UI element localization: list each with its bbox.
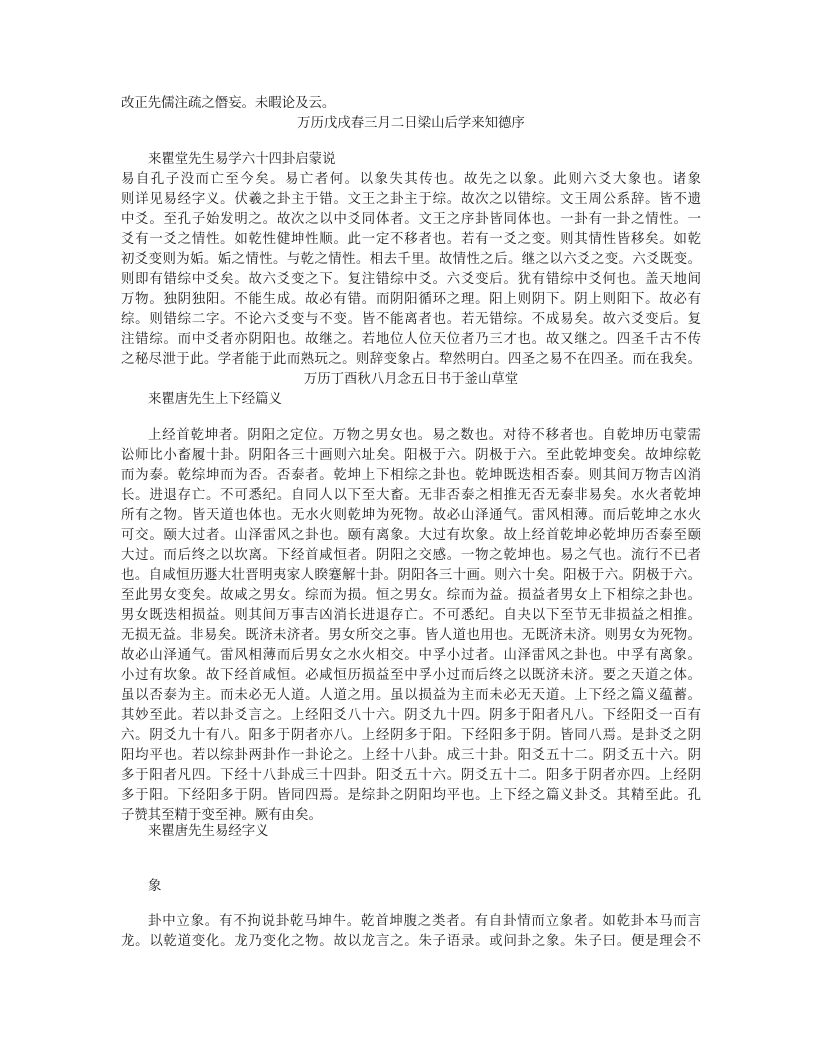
paragraph-line: 注错综。而中爻者亦阴阳也。故继之。若地位人位天位者乃三才也。故又继之。四圣千古不传 [121,332,701,347]
paragraph-line: 也。自咸恒历遯大壮晋明夷家人睽蹇解十卦。阴阳各三十画。则六十矣。阳极于六。阴极于六。 [121,568,701,583]
preface-signature: 万历戊戌春三月二日梁山后学来知德序 [297,116,525,131]
section-title: 来瞿唐先生易经字义 [148,824,269,839]
paragraph-line: 其妙至此。若以卦爻言之。上经阳爻八十六。阴爻九十四。阴多于阳者凡八。下经阳爻一百有 [121,708,701,723]
paragraph-line: 多于阳者凡四。下经十八卦成三十四卦。阳爻五十六。阴爻五十二。阳多于阴者亦四。上经阴 [121,768,701,783]
paragraph-line: 阳均平也。若以综卦两卦作一卦论之。上经十八卦。成三十卦。阳爻五十二。阴爻五十六。阴 [121,748,701,763]
section-subtitle: 象 [148,879,162,894]
paragraph-line: 大过。而后终之以坎离。下经首咸恒者。阴阳之交感。一物之乾坤也。易之气也。流行不已者 [121,548,701,563]
section-title: 来瞿堂先生易学六十四卦启蒙说 [148,152,336,167]
section-title: 来瞿唐先生上下经篇义 [148,392,282,407]
paragraph-line: 爻有一爻之情性。如乾性健坤性顺。此一定不移者也。若有一爻之变。则其情性皆移矣。如乾 [121,232,701,247]
paragraph-line: 综。则错综二字。不论六爻变与不变。皆不能离者也。若无错综。不成易矣。故六爻变后。复 [121,312,701,327]
paragraph-line: 中爻。至孔子始发明之。故次之以中爻同体者。文王之序卦皆同体也。一卦有一卦之情性。一 [121,212,701,227]
paragraph-line: 上经首乾坤者。阴阳之定位。万物之男女也。易之数也。对待不移者也。自乾坤历屯蒙需 [148,428,701,443]
paragraph-line: 则即有错综中爻矣。故六爻变之下。复注错综中爻。六爻变后。犹有错综中爻何也。盖天地间 [121,272,701,287]
preface-text-line: 改正先儒注疏之僭妄。未暇论及云。 [121,96,336,111]
paragraph-line: 龙。以乾道变化。龙乃变化之物。故以龙言之。朱子语录。或问卦之象。朱子曰。便是理会不 [121,934,701,949]
paragraph-line: 初爻变则为姤。姤之情性。与乾之情性。相去千里。故情性之后。继之以六爻之变。六爻既变。 [121,252,701,267]
paragraph-line: 可交。颐大过者。山泽雷风之卦也。颐有离象。大过有坎象。故上经首乾坤必乾坤历否泰至颐 [121,528,701,543]
paragraph-line: 万物。独阴独阳。不能生成。故必有错。而阴阳循环之理。阳上则阴下。阴上则阳下。故必有 [121,292,701,307]
paragraph-line: 长。进退存亡。不可悉纪。自同人以下至大畜。无非否泰之相推无否无泰非易矣。水火者乾坤 [121,488,701,503]
paragraph-line: 则详见易经字义。伏羲之卦主于错。文王之卦主于综。故次之以错综。文王周公系辞。皆不遗 [121,192,701,207]
section-signature: 万历丁酉秋八月念五日书于釜山草堂 [303,372,519,387]
paragraph-line: 讼师比小畜履十卦。阴阳各三十画则六址矣。阳极于六。阴极于六。至此乾坤变矣。故坤综乾 [121,448,701,463]
paragraph-line: 卦中立象。有不拘说卦乾马坤牛。乾首坤腹之类者。有自卦情而立象者。如乾卦本马而言 [148,914,701,929]
paragraph-line: 子赞其至精于变至神。厥有由矣。 [121,808,322,823]
paragraph-line: 六。阴爻九十有八。阳多于阴者亦八。上经阴多于阳。下经阳多于阴。皆同八焉。是卦爻之阴 [121,728,701,743]
paragraph-line: 小过有坎象。故下经首咸恒。必咸恒历损益至中孚小过而后终之以既济未济。要之天道之体。 [121,668,701,683]
paragraph-line: 所有之物。皆天道也体也。无水火则乾坤为死物。故必山泽通气。雷风相薄。而后乾坤之水火 [121,508,701,523]
paragraph-line: 而为泰。乾综坤而为否。否泰者。乾坤上下相综之卦也。乾坤既迭相否泰。则其间万物吉凶消 [121,468,701,483]
paragraph-line: 无损无益。非易矣。既济未济者。男女所交之事。皆人道也用也。无既济未济。则男女为死物。 [121,628,701,643]
paragraph-line: 至此男女变矣。故咸之男女。综而为损。恒之男女。综而为益。损益者男女上下相综之卦也。 [121,588,701,603]
paragraph-line: 易自孔子没而亡至今矣。易亡者何。以象失其传也。故先之以象。此则六爻大象也。诸象 [121,172,701,187]
paragraph-line: 故必山泽通气。雷风相薄而后男女之水火相交。中孚小过者。山泽雷风之卦也。中孚有离象。 [121,648,701,663]
paragraph-line: 男女既迭相损益。则其间万事吉凶消长进退存亡。不可悉纪。自夬以下至节无非损益之相推。 [121,608,701,623]
paragraph-line: 多于阳。下经阳多于阴。皆同四焉。是综卦之阴阳均平也。上下经之篇义卦爻。其精至此。孔 [121,788,701,803]
paragraph-line: 虽以否泰为主。而未必无人道。人道之用。虽以损益为主而未必无天道。上下经之篇义蕴蓄。 [121,688,701,703]
paragraph-line: 之秘尽泄于此。学者能于此而熟玩之。则辞变象占。犂然明白。四圣之易不在四圣。而在我矣。 [121,352,701,367]
